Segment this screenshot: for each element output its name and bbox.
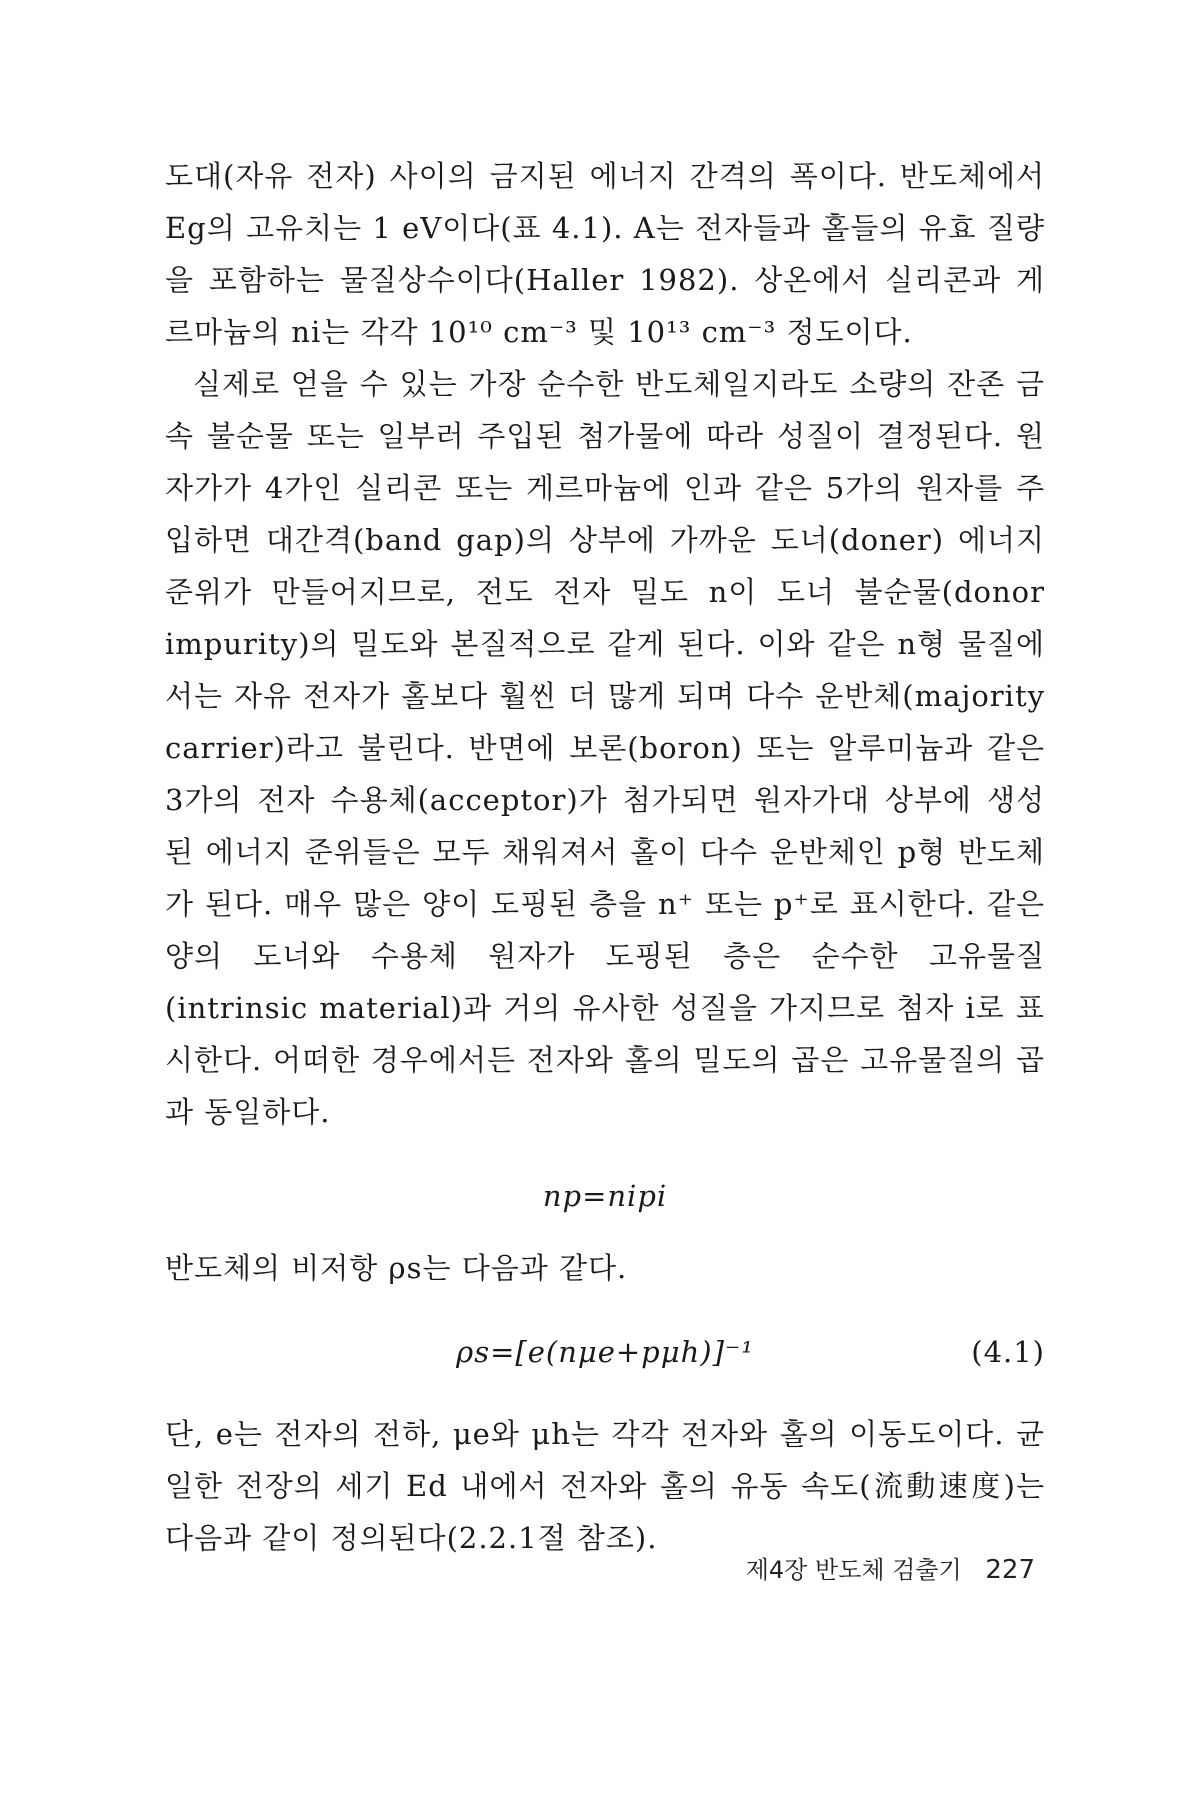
paragraph-mobility: 단, e는 전자의 전하, μe와 μh는 각각 전자와 홀의 이동도이다. 균일한 전장의 세기 Ed 내에서 전자와 홀의 유동 속도(流動速度)는 다음과 같이 정의된다(2.2.1절 참조). (165, 1417, 1045, 1555)
equation-resistivity-body: ρs=[e(nμe+pμh)]⁻¹ (456, 1335, 754, 1369)
chapter-title: 제4장 반도체 검출기 (745, 1556, 962, 1584)
page-footer (0, 1550, 1035, 1585)
page-number: 227 (985, 1555, 1035, 1585)
paragraph-intrinsic-carrier: 도대(자유 전자) 사이의 금지된 에너지 간격의 폭이다. 반도체에서 Eg의 고유치는 1 eV이다(표 4.1). A는 전자들과 홀들의 유효 질량을 포함하는 물질상수이다(Haller 1982). 상온에서 실리콘과 게르마늄의 ni는 각각 10¹⁰ cm⁻³ 및 10¹³ cm⁻³ 정도이다. (165, 159, 1045, 349)
body-text (165, 150, 1045, 1564)
paragraph-doping: 실제로 얻을 수 있는 가장 순수한 반도체일지라도 소량의 잔존 금속 불순물 또는 일부러 주입된 첨가물에 따라 성질이 결정된다. 원자가가 4가인 실리콘 또는 게르마늄에 인과 같은 5가의 원자를 주입하면 대간격(band gap)의 상부에 가까운 도너(doner) 에너지 준위가 만들어지므로, 전도 전자 밀도 n이 도너 불순물(donor impurity)의 밀도와 본질적으로 같게 된다. 이와 같은 n형 물질에서는 자유 전자가 홀보다 훨씬 더 많게 되며 다수 운반체(majority carrier)라고 불린다. 반면에 보론(boron) 또는 알루미늄과 같은 3가의 전자 수용체(acceptor)가 첨가되면 원자가대 상부에 생성된 에너지 준위들은 모두 채워져서 홀이 다수 운반체인 p형 반도체가 된다. 매우 많은 양이 도핑된 층을 n⁺ 또는 p⁺로 표시한다. 같은 양의 도너와 수용체 원자가 도핑된 층은 순수한 고유물질(intrinsic material)과 거의 유사한 성질을 가지므로 첨자 i로 표시한다. 어떠한 경우에서든 전자와 홀의 밀도의 곱은 고유물질의 곱과 동일하다. (165, 367, 1045, 1129)
equation-np-body: np=nipi (542, 1179, 668, 1213)
equation-number: (4.1) (971, 1335, 1045, 1369)
equation-np (165, 1160, 1045, 1220)
paragraph-resistivity: 반도체의 비저항 ρs는 다음과 같다. (165, 1251, 628, 1285)
equation-resistivity (165, 1316, 1045, 1386)
